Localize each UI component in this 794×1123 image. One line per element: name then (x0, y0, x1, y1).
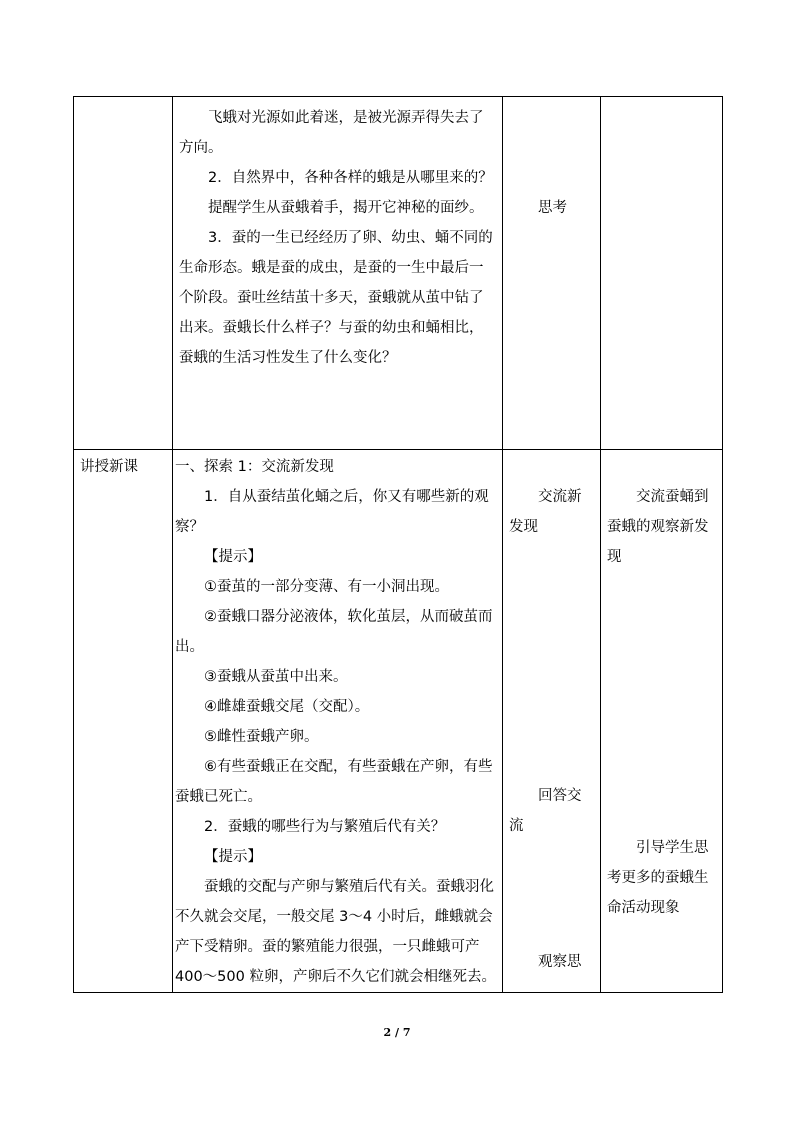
section-cell (74, 97, 173, 450)
section-cell (74, 450, 173, 993)
content-paragraph: 提醒学生从蚕蛾着手，揭开它神秘的面纱。 (208, 200, 484, 216)
content-paragraph: 蚕蛾的交配与产卵与繁殖后代有关。蚕蛾羽化不久就会交尾，一般交尾 3～4 小时后，雌蛾就会产下受精卵。蚕的繁殖能力很强，一只雌蛾可产 400～500 粒卵，产卵后不久它们就会相继死去。 (175, 879, 496, 985)
content-paragraph: 3．蚕的一生已经经历了卵、幼虫、蛹不同的生命形态。蛾是蚕的成虫，是蚕的一生中最后一个阶段。蚕吐丝结茧十多天，蚕蛾就从茧中钻了出来。蚕蛾长什么样子？与蚕的幼虫和蛹相比，蚕蛾的生活习性发生了什么变化？ (179, 230, 493, 366)
lesson-plan-table (73, 96, 723, 993)
content-paragraph: ⑤雌性蚕蛾产卵。 (204, 729, 319, 745)
design-intent-text: 交流蚕蛹到蚕蛾的观察新发现 (607, 489, 709, 565)
student-activity-text: 交流新发现 (509, 489, 582, 535)
design-intent-text: 引导学生思考更多的蚕蛾生命活动现象 (607, 840, 709, 916)
content-heading: 一、探索 1：交流新发现 (175, 459, 334, 475)
design-intent-cell (601, 97, 723, 450)
content-paragraph: 2．自然界中，各种各样的蛾是从哪里来的？ (208, 170, 493, 186)
content-paragraph: 飞蛾对光源如此着迷，是被光源弄得失去了方向。 (179, 110, 484, 156)
student-activity-text: 思考 (538, 200, 567, 216)
section-label (74, 97, 172, 103)
content-paragraph: ⑥有些蚕蛾正在交配，有些蚕蛾在产卵，有些蚕蛾已死亡。 (175, 759, 493, 805)
student-activity-text: 回答交流 (509, 788, 582, 834)
student-activity-text: 观察思 (538, 954, 582, 970)
page-number: 2 / 7 (383, 1026, 411, 1039)
student-activity-cell (503, 450, 601, 993)
table-row (74, 97, 723, 450)
content-paragraph: ①蚕茧的一部分变薄、有一小洞出现。 (204, 579, 449, 595)
content-paragraph: 1．自从蚕结茧化蛹之后，你又有哪些新的观察？ (175, 489, 489, 535)
content-paragraph: 2．蚕蛾的哪些行为与繁殖后代有关？ (204, 819, 446, 835)
teaching-content-cell (173, 97, 503, 450)
content-paragraph: ④雌雄蚕蛾交尾（交配）。 (204, 699, 370, 715)
content-paragraph: ③蚕蛾从蚕茧中出来。 (204, 669, 348, 685)
content-paragraph: 【提示】 (204, 549, 262, 565)
teaching-content-cell (173, 450, 503, 993)
design-intent-cell (601, 450, 723, 993)
content-paragraph: 【提示】 (204, 849, 262, 865)
content-paragraph: ②蚕蛾口器分泌液体，软化茧层，从而破茧而出。 (175, 609, 493, 655)
table-row (74, 450, 723, 993)
student-activity-cell (503, 97, 601, 450)
section-label: 讲授新课 (80, 459, 138, 475)
